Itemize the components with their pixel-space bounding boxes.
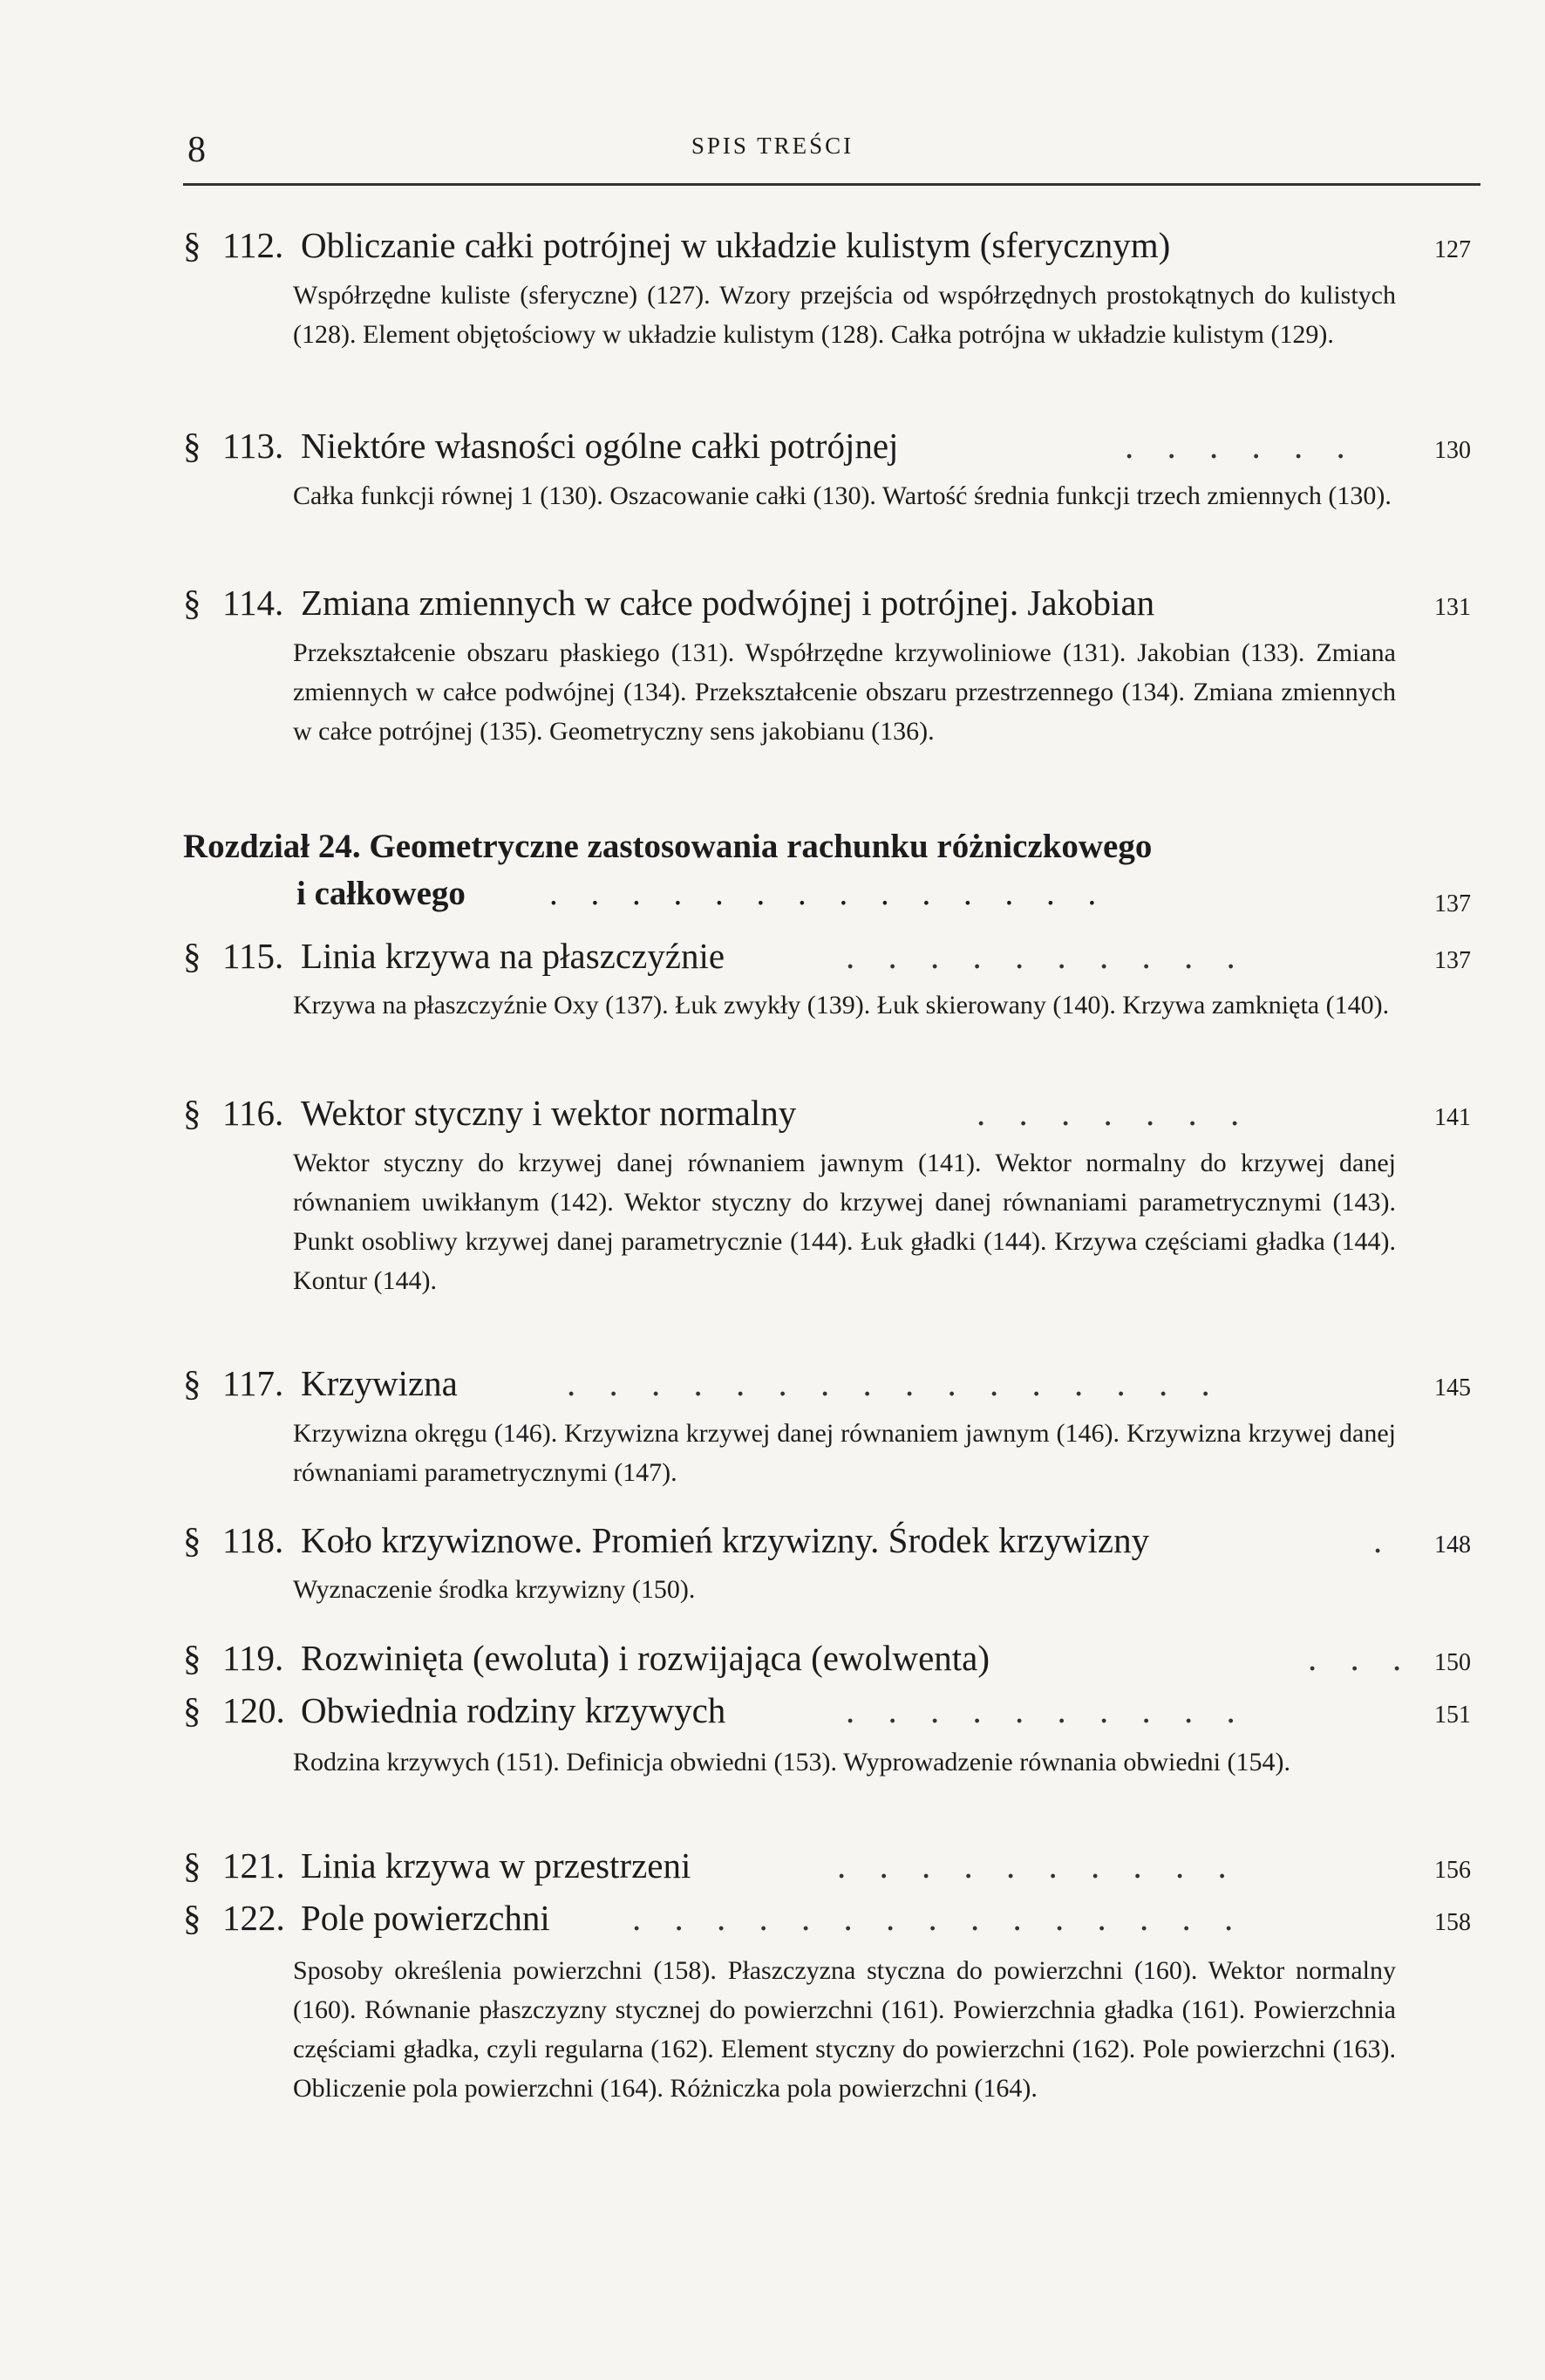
entry-number: 122. bbox=[222, 1898, 285, 1938]
leader-dots: . . . . . . bbox=[1125, 426, 1358, 466]
entry-title: Koło krzywiznowe. Promień krzywizny. Środek krzywizny bbox=[301, 1520, 1150, 1560]
entry-page: 150 bbox=[1434, 1649, 1471, 1676]
entry-page: 127 bbox=[1434, 236, 1471, 263]
entry-number: 118. bbox=[222, 1520, 284, 1560]
section-sign: § bbox=[183, 1638, 201, 1678]
entry-title: Wektor styczny i wektor normalny bbox=[301, 1093, 797, 1133]
leader-dots: . . . . . . . . . . . . . . . . bbox=[567, 1363, 1222, 1403]
section-sign: § bbox=[183, 1093, 201, 1133]
entry-details-116: Wektor styczny do krzywej danej równaniem jawnym (141). Wektor normalny do krzywej danej równaniem uwikłanym (142). Wektor styczny do krzywej danej równaniami parametrycznymi (143). Punkt osobliwy krzywej danej parametrycznie (144). Łuk gładki (144). Krzywa częściami gładka (144). Kontur (144). bbox=[293, 1149, 1396, 1295]
entry-number: 116. bbox=[222, 1093, 284, 1133]
toc-entry-113[interactable] bbox=[183, 423, 1489, 468]
entry-page: 145 bbox=[1434, 1374, 1471, 1401]
entry-details-117: Krzywizna okręgu (146). Krzywizna krzywej danej równaniem jawnym (146). Krzywizna krzywej danej równaniami parametrycznymi (147). bbox=[293, 1419, 1396, 1487]
entry-number: 121. bbox=[222, 1845, 285, 1886]
entry-number: 117. bbox=[222, 1363, 284, 1403]
entry-page: 158 bbox=[1434, 1909, 1471, 1936]
entry-details-122: Sposoby określenia powierzchni (158). Płaszczyzna styczna do powierzchni (160). Wektor normalny (160). Równanie płaszczyzny stycznej do powierzchni (161). Powierzchnia gładka (161). Powierzchnia częściami gładka, czyli regularna (162). Element styczny do powierzchni (162). Pole powierzchni (163). Obliczenie pola powierzchni (164). Różniczka pola powierzchni (164). bbox=[293, 1956, 1396, 2103]
leader-dots: . . . . . . . . . . bbox=[846, 936, 1248, 976]
entry-number: 119. bbox=[222, 1638, 284, 1678]
entry-number: 114. bbox=[222, 583, 284, 623]
toc-entry-121[interactable] bbox=[183, 1843, 1489, 1888]
entry-page: 137 bbox=[1434, 947, 1471, 974]
entry-title: Rozwinięta (ewoluta) i rozwijająca (ewolwenta) bbox=[301, 1638, 990, 1678]
entry-title: Zmiana zmiennych w całce podwójnej i potrójnej. Jakobian bbox=[301, 583, 1155, 623]
entry-details-118: Wyznaczenie środka krzywizny (150). bbox=[293, 1575, 696, 1604]
entry-number: 112. bbox=[222, 225, 284, 265]
leader-dots: . . . . . . . . . . . . . . bbox=[549, 875, 1109, 912]
section-sign: § bbox=[183, 1520, 201, 1560]
toc-entry-114[interactable] bbox=[183, 580, 1489, 625]
section-sign: § bbox=[183, 426, 201, 466]
leader-dots: . . . . . . . . . . bbox=[846, 1690, 1248, 1730]
section-sign: § bbox=[183, 225, 201, 265]
toc-entry-117[interactable] bbox=[183, 1360, 1489, 1406]
toc-entry-120[interactable] bbox=[183, 1688, 1489, 1733]
entry-number: 113. bbox=[222, 426, 284, 466]
section-sign: § bbox=[183, 1690, 201, 1730]
entry-title: Linia krzywa na płaszczyźnie bbox=[301, 936, 725, 976]
leader-dots: . . . . . . . . . . . . . . . bbox=[632, 1898, 1246, 1938]
entry-details-120: Rodzina krzywych (151). Definicja obwiedni (153). Wyprowadzenie równania obwiedni (154). bbox=[293, 1748, 1290, 1776]
page-number: 8 bbox=[187, 130, 206, 170]
chapter-label: Rozdział 24. bbox=[183, 828, 361, 865]
toc-entry-118[interactable] bbox=[183, 1517, 1489, 1563]
entry-number: 120. bbox=[222, 1690, 285, 1730]
entry-page: 148 bbox=[1434, 1531, 1471, 1558]
entry-page: 156 bbox=[1434, 1857, 1471, 1884]
entry-number: 115. bbox=[222, 936, 284, 976]
chapter-title: Geometryczne zastosowania rachunku różniczkowego bbox=[369, 828, 1153, 865]
toc-entry-116[interactable] bbox=[183, 1090, 1489, 1135]
entry-page: 141 bbox=[1434, 1104, 1471, 1131]
entry-details-115: Krzywa na płaszczyźnie Oxy (137). Łuk zwykły (139). Łuk skierowany (140). Krzywa zamknięta (140). bbox=[293, 991, 1390, 1020]
entry-details-113: Całka funkcji równej 1 (130). Oszacowanie całki (130). Wartość średnia funkcji trzech zmiennych (130). bbox=[293, 481, 1392, 510]
toc-entry-115[interactable] bbox=[183, 933, 1489, 979]
running-title: SPIS TREŚCI bbox=[691, 133, 854, 159]
section-sign: § bbox=[183, 583, 201, 623]
leader-dots: . . . bbox=[1308, 1638, 1414, 1678]
toc-entry-119[interactable] bbox=[183, 1635, 1489, 1681]
entry-page: 151 bbox=[1434, 1701, 1471, 1729]
toc-entry-122[interactable] bbox=[183, 1895, 1489, 1940]
entry-details-114: Przekształcenie obszaru płaskiego (131). Współrzędne krzywoliniowe (131). Jakobian (133). Zmiana zmiennych w całce podwójnej (134). Przekształcenie obszaru przestrzennego (134). Zmiana zmiennych w całce potrójnej (135). Geometryczny sens jakobianu (136). bbox=[293, 638, 1396, 746]
section-sign: § bbox=[183, 1363, 201, 1403]
leader-dots: . . . . . . . . . . bbox=[837, 1845, 1239, 1886]
section-sign: § bbox=[183, 1898, 201, 1938]
entry-page: 131 bbox=[1434, 594, 1471, 621]
section-sign: § bbox=[183, 1845, 201, 1886]
leader-dots: . bbox=[1373, 1520, 1395, 1560]
entry-title: Obliczanie całki potrójnej w układzie kulistym (sferycznym) bbox=[301, 225, 1171, 265]
entry-title: Obwiednia rodziny krzywych bbox=[301, 1690, 726, 1730]
chapter-title-line1 bbox=[183, 824, 1152, 869]
section-sign: § bbox=[183, 936, 201, 976]
header-rule bbox=[183, 183, 1480, 186]
entry-title: Linia krzywa w przestrzeni bbox=[301, 1845, 691, 1886]
entry-details-112: Współrzędne kuliste (sferyczne) (127). Wzory przejścia od współrzędnych prostokątnych do kulistych (128). Element objętościowy w układzie kulistym (128). Całka potrójna w układzie kulistym (129). bbox=[293, 281, 1396, 349]
toc-entry-112[interactable] bbox=[183, 222, 1489, 268]
entry-title: Krzywizna bbox=[301, 1363, 458, 1403]
entry-title: Pole powierzchni bbox=[301, 1898, 550, 1938]
entry-page: 130 bbox=[1434, 437, 1471, 464]
leader-dots: . . . . . . . bbox=[977, 1093, 1252, 1133]
entry-title: Niektóre własności ogólne całki potrójnej bbox=[301, 426, 899, 466]
chapter-title-line2: i całkowego bbox=[296, 875, 466, 912]
chapter-page: 137 bbox=[1434, 890, 1471, 917]
